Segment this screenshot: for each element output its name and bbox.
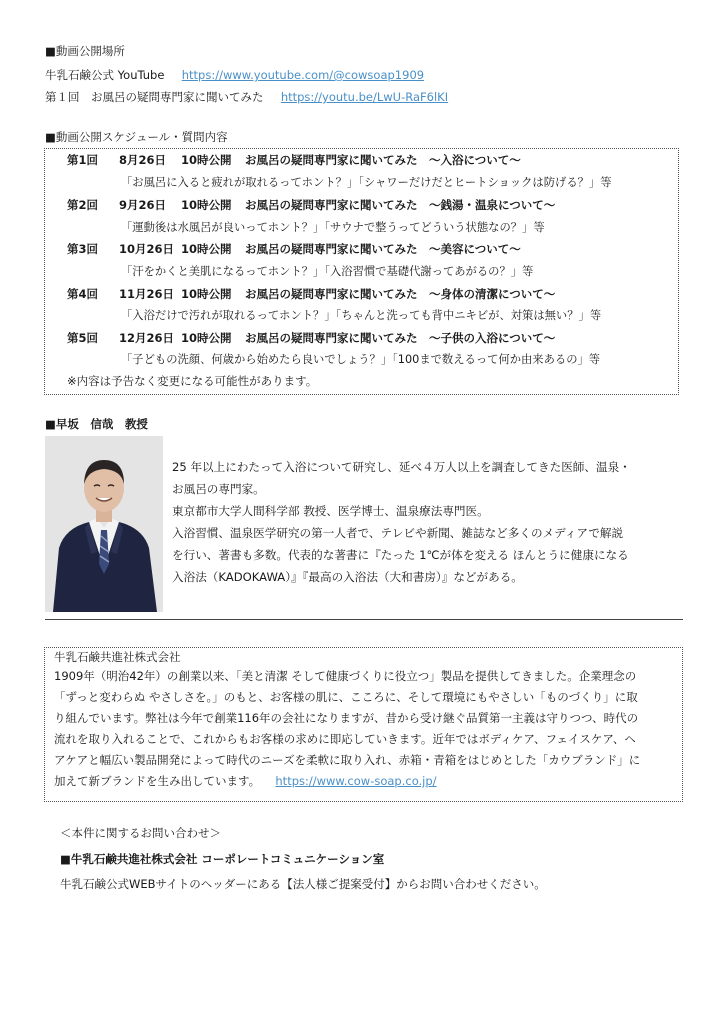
bio-line: 入浴法（KADOKAWA）』『最高の入浴法（大和書房）』などがある。: [172, 570, 523, 584]
episode-title: お風呂の疑問専門家に聞いてみた ～美容について～: [245, 242, 521, 256]
youtube-channel-link[interactable]: https://www.youtube.com/@cowsoap1909: [181, 68, 425, 82]
professor-photo: [45, 436, 163, 612]
schedule-questions-1: 「お風呂に入ると疲れが取れるってホント？」「シャワーだけだとヒートショックは防げる？」等: [121, 176, 612, 189]
schedule-row-4: [67, 286, 555, 302]
bio-line: 25 年以上にわたって入浴について研究し、延べ４万人以上を調査してきた医師、温泉・: [172, 460, 631, 474]
episode-date: 8月26日: [119, 153, 167, 167]
company-website-link[interactable]: https://www.cow-soap.co.jp/: [275, 774, 437, 788]
episode-number: 第1回: [67, 153, 99, 167]
bio-line: お風呂の専門家。: [172, 482, 265, 496]
schedule-row-3: [67, 241, 521, 257]
schedule-row-5: [67, 330, 555, 346]
episode-title: お風呂の疑問専門家に聞いてみた ～入浴について～: [245, 153, 521, 167]
company-line: 「ずっと変わらぬ やさしさを。」のもと、お客様の肌に、こころに、そして環境にもやさしい「ものづくり」に取: [54, 690, 638, 704]
episode-number: 第2回: [67, 198, 99, 212]
schedule-note: ※内容は予告なく変更になる可能性があります。: [67, 374, 318, 388]
company-name: 牛乳石鹸共進社株式会社: [54, 650, 181, 664]
company-line: り組んでいます。弊社は今年で創業116年の会社になりますが、昔から受け継ぐ品質第一主義は守りつつ、時代の: [54, 711, 639, 725]
company-line: 加えて新ブランドを生み出しています。: [54, 774, 261, 788]
episode-number: 第4回: [67, 287, 99, 301]
portrait-illustration: [45, 436, 163, 612]
episode-date: 11月26日: [119, 287, 175, 301]
episode-date: 10月26日: [119, 242, 175, 256]
episode-number: 第5回: [67, 331, 99, 345]
company-line: 流れを取り入れることで、これからもお客様の求めに即応していきます。近年ではボディケア、フェイスケア、ヘ: [54, 732, 636, 746]
episode-date: 9月26日: [119, 198, 167, 212]
contact-instruction: 牛乳石鹸公式WEBサイトのヘッダーにある【法人様ご提案受付】からお問い合わせください。: [60, 877, 546, 891]
profile-bio: [172, 456, 682, 588]
contact-department: ■牛乳石鹸共進社株式会社 コーポレートコミュニケーション室: [60, 852, 385, 866]
company-line: 1909年（明治42年）の創業以来、「美と清潔 そして健康づくりに役立つ」製品を提供してきました。企業理念の: [54, 669, 637, 683]
company-last-line: [54, 771, 640, 792]
bio-line: を行い、著書も多数。代表的な著書に『たった 1℃が体を変える ほんとうに健康になる: [172, 548, 629, 562]
schedule-questions-2: 「運動後は水風呂が良いってホント？」「サウナで整うってどういう状態なの？」等: [121, 221, 545, 234]
schedule-questions-4: 「入浴だけで汚れが取れるってホント？」「ちゃんと洗っても背中ニキビが、対策は無い？」等: [121, 309, 602, 322]
episode-title: お風呂の疑問専門家に聞いてみた ～子供の入浴について～: [245, 331, 556, 345]
venue-heading: ■動画公開場所: [45, 44, 125, 58]
episode1-link[interactable]: https://youtu.be/LwU-RaF6lKI: [280, 90, 449, 104]
episode-title: お風呂の疑問専門家に聞いてみた ～身体の清潔について～: [245, 287, 556, 301]
schedule-heading: ■動画公開スケジュール・質問内容: [45, 130, 228, 144]
bio-line: 入浴習慣、温泉医学研究の第一人者で、テレビや新聞、雑誌など多くのメディアで解説: [172, 526, 624, 540]
youtube-label: 牛乳石鹸公式 YouTube: [45, 68, 165, 82]
youtube-row: [45, 67, 424, 83]
company-line: アケアと幅広い製品開発によって時代のニーズを柔軟に取り入れ、赤箱・青箱をはじめとした「カウブランド」に: [54, 753, 641, 767]
schedule-questions-5: 「子どもの洗顔、何歳から始めたら良いでしょう？」「100まで数えるって何か由来あるの」等: [121, 353, 601, 366]
episode-time: 10時公開: [181, 153, 232, 167]
company-description: [54, 666, 640, 792]
section-divider: [45, 619, 683, 620]
bio-line: 東京都市大学人間科学部 教授、医学博士、温泉療法専門医。: [172, 504, 489, 518]
episode-title: お風呂の疑問専門家に聞いてみた ～銭湯・温泉について～: [245, 198, 556, 212]
episode-time: 10時公開: [181, 242, 232, 256]
schedule-row-2: [67, 197, 555, 213]
schedule-row-1: [67, 152, 521, 168]
company-box: [44, 647, 683, 802]
schedule-box: [44, 148, 679, 395]
episode-date: 12月26日: [119, 331, 175, 345]
episode-time: 10時公開: [181, 287, 232, 301]
episode-number: 第3回: [67, 242, 99, 256]
contact-heading: ＜本件に関するお問い合わせ＞: [60, 826, 221, 840]
episode-time: 10時公開: [181, 331, 232, 345]
episode1-row: [45, 89, 448, 105]
episode1-label: 第１回 お風呂の疑問専門家に聞いてみた: [45, 90, 264, 104]
episode-time: 10時公開: [181, 198, 232, 212]
profile-heading: ■早坂 信哉 教授: [45, 417, 148, 431]
schedule-questions-3: 「汗をかくと美肌になるってホント？」「入浴習慣で基礎代謝ってあがるの？」等: [121, 265, 534, 278]
